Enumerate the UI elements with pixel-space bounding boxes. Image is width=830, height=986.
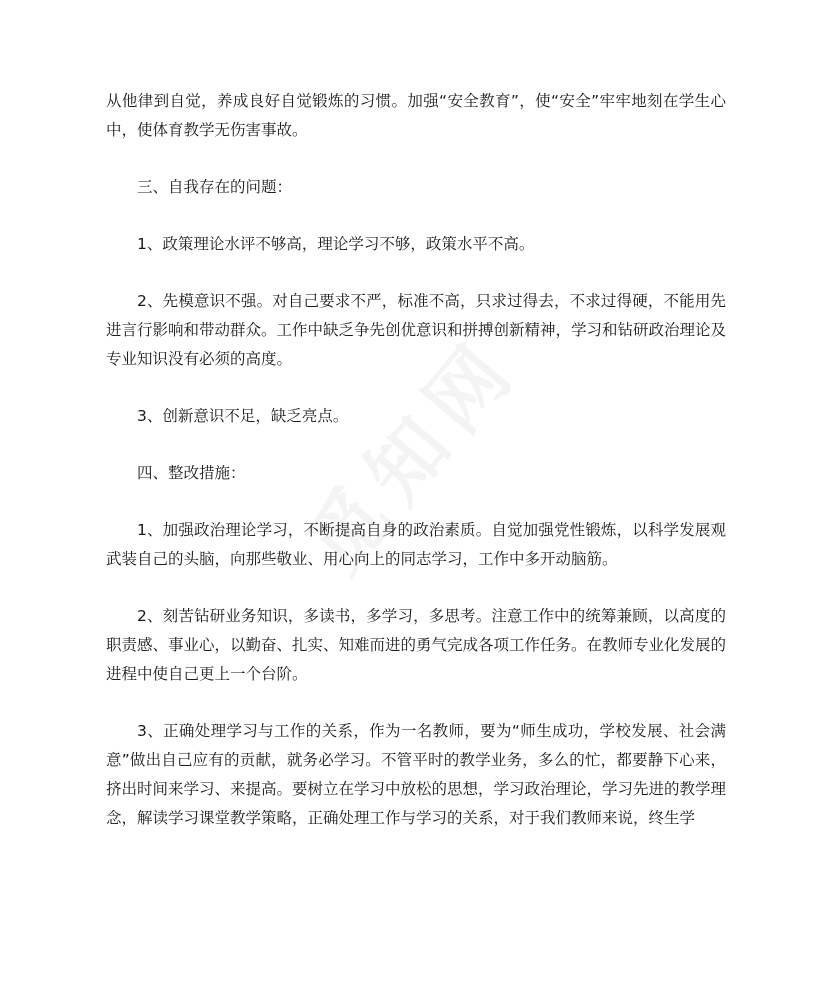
problem-item-2: 2、先模意识不强。对自己要求不严，标准不高，只求过得去，不求过得硬，不能用先进言行影响和带动群众。工作中缺乏争先创优意识和拼搏创新精神，学习和钻研政治理论及专业知识没有必须的高度。	[106, 292, 727, 368]
measure-item-2: 2、刻苦钻研业务知识，多读书，多学习，多思考。注意工作中的统筹兼顾，以高度的职责感、事业心，以勤奋、扎实、知难而进的勇气完成各项工作任务。在教师专业化发展的进程中使自己更上一个台阶。	[106, 607, 727, 683]
measure-item-3: 3、正确处理学习与工作的关系，作为一名教师，要为“师生成功，学校发展、社会满意”做出自己应有的贡献，就务必学习。不管平时的教学业务，多么的忙，都要静下心来，挤出时间来学习、来提高。要树立在学习中放松的思想，学习政治理论，学习先进的教学理念，解读学习课堂教学策略，正确处理工作与学习的关系，对于我们教师来说，终生学	[106, 722, 727, 827]
problem-item-3: 3、创新意识不足，缺乏亮点。	[137, 407, 349, 425]
paragraph-continuation: 从他律到自觉，养成良好自觉锻炼的习惯。加强“安全教育”，使“安全”牢牢地刻在学生心中，使体育教学无伤害事故。	[106, 92, 726, 139]
problem-item-1: 1、政策理论水评不够高，理论学习不够，政策水平不高。	[137, 235, 535, 253]
document-body	[106, 87, 726, 861]
measure-item-1: 1、加强政治理论学习，不断提高自身的政治素质。自觉加强党性锻炼，以科学发展观武装自己的头脑，向那些敬业、用心向上的同志学习，工作中多开动脑筋。	[106, 521, 726, 568]
section-heading-measures: 四、整改措施：	[137, 464, 246, 482]
section-heading-problems: 三、自我存在的问题：	[137, 178, 293, 196]
